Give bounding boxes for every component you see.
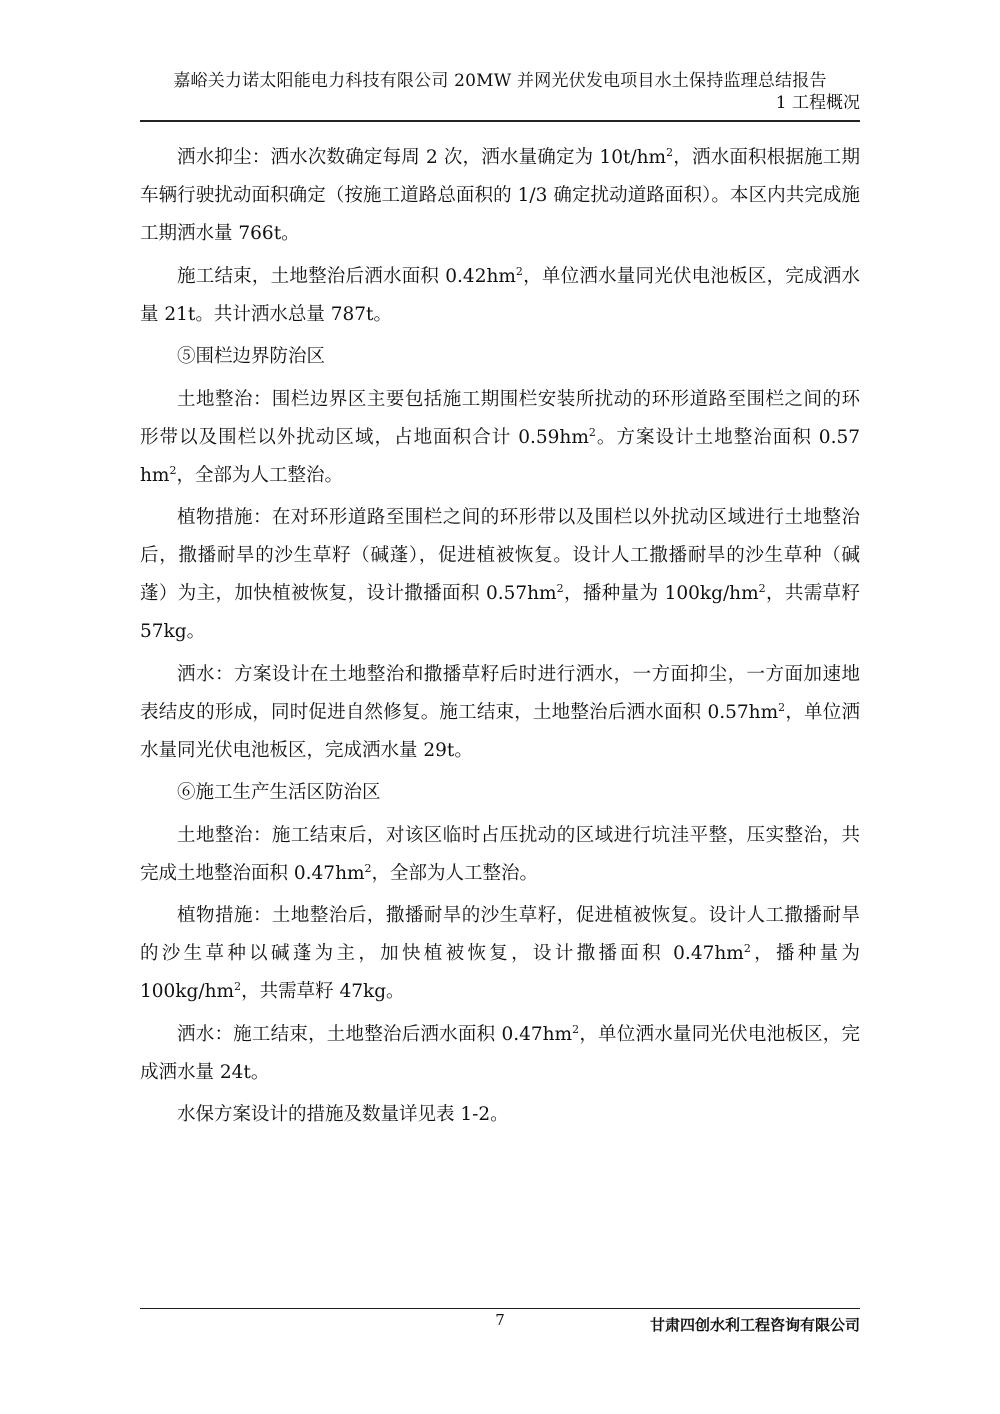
- chapter-label: 1 工程概况: [775, 93, 860, 113]
- paragraph: 土地整治：围栏边界区主要包括施工期围栏安装所扰动的环形道路至围栏之间的环形带以及围栏以外扰动区域，占地面积合计 $0.59hm^2$。方案设计土地整治面积 0.57 $hm^2$，全部为人工整治。: [140, 388, 860, 486]
- paragraph: 洒水抑尘：洒水次数确定每周 2 次，洒水量确定为 $10t/hm^2$，洒水面积根据施工期车辆行驶扰动面积确定（按施工道路总面积的 1/3 确定扰动道路面积）。本区内共完成施工期洒水量 766t。: [140, 146, 860, 244]
- page-header: [140, 70, 860, 114]
- paragraph: 洒水：方案设计在土地整治和撒播草籽后时进行洒水，一方面抑尘，一方面加速地表结皮的形成，同时促进自然修复。施工结束，土地整治后洒水面积 $0.57hm^2$，单位洒水量同光伏电池板区，完成洒水量 29t。: [140, 663, 860, 761]
- paragraph: 洒水：施工结束，土地整治后洒水面积 $0.47hm^2$，单位洒水量同光伏电池板区，完成洒水量 24t。: [140, 1022, 860, 1083]
- paragraph: 植物措施：在对环形道路至围栏之间的环形带以及围栏以外扰动区域进行土地整治后，撒播耐旱的沙生草籽（碱蓬），促进植被恢复。设计人工撒播耐旱的沙生草种（碱蓬）为主，加快植被恢复，设计撒播面积 $0.57hm^2$，播种量为 $100kg/hm^2$，共需草籽 57kg。: [140, 507, 860, 642]
- paragraph: 施工结束，土地整治后洒水面积 $0.42hm^2$，单位洒水量同光伏电池板区，完成洒水量 21t。共计洒水总量 787t。: [140, 264, 860, 325]
- document-body: [140, 139, 860, 1139]
- section-heading: ⑤围栏边界防治区: [177, 346, 326, 367]
- footer-divider: [140, 1308, 860, 1309]
- paragraph: 植物措施：土地整治后，撒播耐旱的沙生草籽，促进植被恢复。设计人工撒播耐旱的沙生草种以碱蓬为主，加快植被恢复，设计撒播面积 $0.47hm^2$，播种量为 $100kg/hm^2$，共需草籽 47kg。: [140, 905, 860, 1002]
- paragraph: 水保方案设计的措施及数量详见表 1-2。: [177, 1104, 509, 1125]
- paragraph: 土地整治：施工结束后，对该区临时占压扰动的区域进行坑洼平整，压实整治，共完成土地整治面积 $0.47hm^2$，全部为人工整治。: [140, 824, 860, 884]
- page-number: 7: [495, 1311, 505, 1329]
- footer-organization: 甘肃四创水利工程咨询有限公司: [649, 1316, 860, 1334]
- header-divider: [140, 120, 860, 122]
- section-heading: ⑥施工生产生活区防治区: [177, 782, 381, 803]
- report-title: 嘉峪关力诺太阳能电力科技有限公司 20MW 并网光伏发电项目水土保持监理总结报告: [173, 71, 827, 91]
